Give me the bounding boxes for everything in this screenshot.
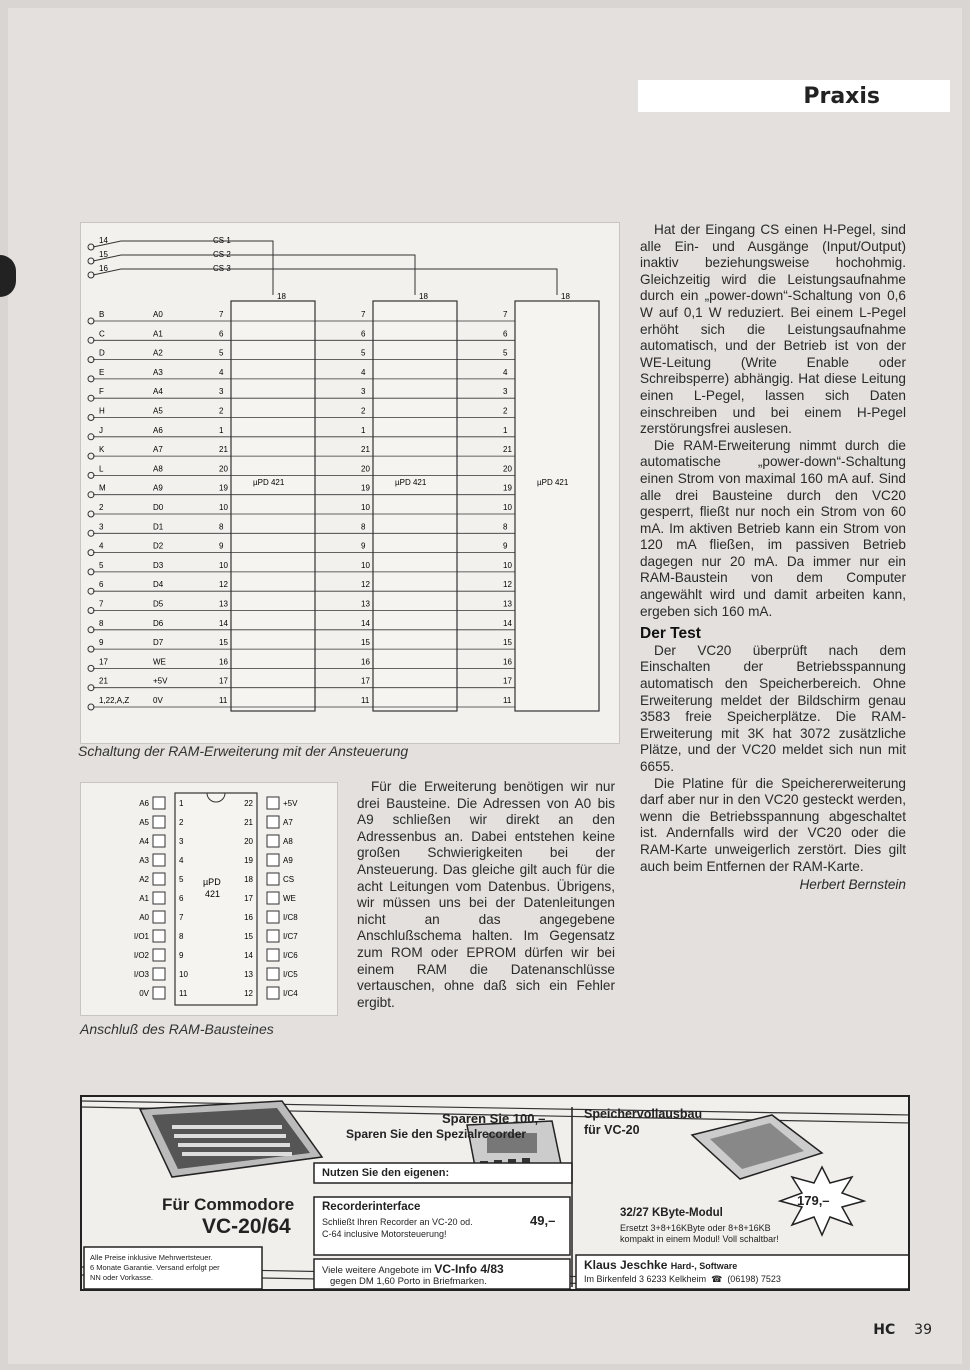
page-footer	[873, 1322, 932, 1338]
right-pin-number: 14	[244, 951, 253, 960]
circuit-schematic	[81, 223, 619, 743]
ad-modul-title: 32/27 KByte-Modul	[620, 1207, 723, 1219]
left-pin-label: A0	[139, 913, 149, 922]
pin-box	[267, 816, 279, 828]
chip-label: µPD 421	[253, 478, 285, 487]
signal-label: D6	[153, 618, 164, 628]
input-label: 8	[99, 618, 104, 628]
ad-address: Im Birkenfeld 3 6233 Kelkheim	[584, 1274, 707, 1284]
pin-number: 1	[219, 425, 224, 435]
pin-number: 21	[361, 445, 370, 455]
pin-number: 15	[361, 638, 370, 648]
ad-commodore-title: Für Commodore	[162, 1195, 295, 1214]
ad-speicher-1: Speichervollausbau	[584, 1107, 703, 1121]
pin-number: 19	[219, 483, 228, 493]
pin-number: 14	[219, 618, 228, 628]
ad-info-line	[322, 1262, 504, 1276]
pin-number: 10	[361, 503, 370, 512]
pin-number: 6	[219, 329, 224, 339]
input-label: C	[99, 329, 105, 339]
pin-box	[153, 816, 165, 828]
pin-number: 14	[361, 618, 370, 628]
signal-label: D0	[153, 503, 164, 512]
signal-label: D3	[153, 560, 164, 570]
pin18-label: 18	[561, 292, 570, 301]
input-label: 21	[99, 676, 108, 686]
pin-number: 13	[503, 599, 512, 609]
pinout-figure	[80, 782, 338, 1016]
middle-column	[357, 779, 615, 1011]
pin-number: 8	[361, 522, 366, 532]
pin-number: 19	[361, 483, 370, 493]
pin-box	[267, 911, 279, 923]
pin-number: 11	[219, 696, 228, 705]
input-label: M	[99, 483, 106, 493]
ad-phone: (06198) 7523	[727, 1274, 781, 1284]
pin-box	[153, 873, 165, 885]
circuit-caption: Schaltung der RAM-Erweiterung mit der Ansteuerung	[78, 743, 409, 759]
signal-label: A9	[153, 483, 163, 493]
pin-number: 13	[361, 599, 370, 609]
left-pin-number: 11	[179, 989, 188, 998]
input-label: 9	[99, 638, 104, 648]
input-label: 5	[99, 560, 104, 570]
left-pin-number: 1	[179, 799, 184, 808]
pin-number: 3	[219, 387, 224, 397]
signal-label: D7	[153, 638, 164, 648]
pin-number: 5	[503, 348, 508, 358]
pin-number: 2	[503, 406, 508, 416]
pin-number: 21	[219, 445, 228, 455]
pin-number: 7	[361, 310, 366, 319]
computer-illustration	[140, 1101, 322, 1177]
input-label: J	[99, 425, 103, 435]
right-pin-number: 22	[244, 799, 253, 808]
pin-number: 9	[219, 541, 224, 551]
right-pin-number: 17	[244, 894, 253, 903]
pin-number: 13	[219, 599, 228, 609]
input-label: 2	[99, 503, 104, 512]
chip-label: µPD 421	[537, 478, 569, 487]
section-header	[638, 80, 950, 112]
magazine-name: HC	[873, 1322, 896, 1338]
signal-label: A2	[153, 348, 163, 358]
ad-use-own: Nutzen Sie den eigenen:	[322, 1167, 450, 1179]
cs-wire	[93, 269, 557, 295]
cs-wire	[93, 255, 415, 295]
pin-box	[267, 949, 279, 961]
pin-number: 10	[361, 560, 370, 570]
left-pin-label: A4	[139, 837, 149, 846]
pin-box	[153, 949, 165, 961]
signal-label: WE	[153, 657, 166, 667]
left-pin-number: 2	[179, 818, 184, 827]
signal-label: A6	[153, 425, 163, 435]
right-pin-label: I/C4	[283, 989, 298, 998]
right-pin-number: 12	[244, 989, 253, 998]
right-pin-label: I/C7	[283, 932, 298, 941]
pin-number: 11	[503, 696, 512, 705]
pin-number: 8	[219, 522, 224, 532]
pinout-caption: Anschluß des RAM-Bausteines	[80, 1021, 274, 1037]
input-label: H	[99, 406, 105, 416]
input-label: L	[99, 464, 104, 474]
right-pin-label: CS	[283, 875, 295, 884]
right-pin-label: A8	[283, 837, 293, 846]
pin-number: 15	[219, 638, 228, 648]
pin-number: 7	[503, 310, 508, 319]
ad-info-2: gegen DM 1,60 Porto in Briefmarken.	[330, 1276, 487, 1287]
input-label: 6	[99, 580, 104, 590]
ad-address-line	[584, 1274, 781, 1285]
page-number: 39	[914, 1322, 932, 1338]
left-pin-label: A2	[139, 875, 149, 884]
left-pin-number: 3	[179, 837, 184, 846]
pin-box	[267, 930, 279, 942]
left-pin-label: 0V	[139, 989, 149, 998]
ad-fine-2: 6 Monate Garantie. Versand erfolgt per	[90, 1263, 220, 1272]
pin-number: 9	[503, 541, 508, 551]
signal-label: A7	[153, 445, 163, 455]
cs-wire	[93, 241, 273, 295]
input-label: 1,22,A,Z	[99, 696, 130, 705]
pin-number: 5	[219, 348, 224, 358]
pin-number: 10	[503, 503, 512, 512]
signal-label: A8	[153, 464, 163, 474]
left-pin-label: I/O2	[133, 951, 149, 960]
pin-number: 10	[219, 503, 228, 512]
pin-box	[267, 854, 279, 866]
pin-number: 12	[219, 580, 228, 590]
cs-label: CS 2	[213, 250, 231, 259]
left-pin-number: 7	[179, 913, 184, 922]
right-pin-number: 18	[244, 875, 253, 884]
right-pin-label: I/C8	[283, 913, 298, 922]
ad-recorder-price: 49,–	[530, 1213, 556, 1228]
input-label: B	[99, 310, 105, 319]
pin-number: 17	[503, 676, 512, 686]
advertisement	[80, 1095, 910, 1291]
right-pin-label: A9	[283, 856, 293, 865]
pin-box	[153, 987, 165, 999]
pin-box	[153, 797, 165, 809]
pin-number: 16	[503, 657, 512, 667]
phone-icon: ☎	[708, 1274, 725, 1284]
input-label: E	[99, 367, 105, 377]
signal-label: D5	[153, 599, 164, 609]
pin-box	[153, 930, 165, 942]
input-label: 4	[99, 541, 104, 551]
pin-number: 4	[219, 367, 224, 377]
right-pin-number: 19	[244, 856, 253, 865]
pin-number: 16	[361, 657, 370, 667]
left-pin-label: A5	[139, 818, 149, 827]
right-pin-number: 21	[244, 818, 253, 827]
ad-info-1: Viele weitere Angebote im	[322, 1265, 432, 1276]
left-pin-number: 10	[179, 970, 188, 979]
left-pin-label: I/O3	[133, 970, 149, 979]
right-pin-label: +5V	[283, 799, 298, 808]
pin-number: 20	[361, 464, 370, 474]
chip-label: µPD 421	[395, 478, 427, 487]
pin18-label: 18	[277, 292, 286, 301]
left-pin-number: 5	[179, 875, 184, 884]
pin-number: 1	[503, 425, 508, 435]
left-pin-number: 8	[179, 932, 184, 941]
pin-box	[267, 873, 279, 885]
pin-number: 6	[503, 329, 508, 339]
pin-number: 2	[361, 406, 366, 416]
author-name: Herbert Bernstein	[799, 877, 906, 893]
right-pin-number: 20	[244, 837, 253, 846]
left-pin-number: 9	[179, 951, 184, 960]
ad-save-100: Sparen Sie 100,–	[442, 1111, 546, 1126]
input-label: 17	[99, 657, 108, 667]
right-pin-number: 16	[244, 913, 253, 922]
pin-number: 4	[361, 367, 366, 377]
pin-number: 9	[361, 541, 366, 551]
signal-label: A3	[153, 367, 163, 377]
input-label: 3	[99, 522, 104, 532]
right-column	[640, 222, 906, 894]
pin-number: 17	[361, 676, 370, 686]
pin-number: 8	[503, 522, 508, 532]
ad-model: VC-20/64	[202, 1215, 291, 1238]
right-pin-number: 15	[244, 932, 253, 941]
left-pin-label: A3	[139, 856, 149, 865]
pin-box	[267, 835, 279, 847]
pin-number: 21	[503, 445, 512, 455]
ad-recorder-title: Recorderinterface	[322, 1201, 421, 1213]
input-label: D	[99, 348, 105, 358]
paragraph-power: Die RAM-Erweiterung nimmt durch die automatische „power-down“-Schaltung einen Strom von maximal 160 mA auf. Sind alle drei Bausteine durch den VC20 gesperrt, fließt nur noch ein Strom von 60 mA. Im aktiven Betrieb kann ein Strom von 120 mA fließen, im passiven Betrieb dagegen nur 20 mA. Da immer nur ein RAM-Baustein von dem Computer angewählt wird und damit arbeiten kann, ergeben sich 160 mA.	[640, 437, 906, 619]
pin-number: 2	[219, 406, 224, 416]
middle-paragraph: Für die Erweiterung benötigen wir nur drei Bausteine. Die Adressen von A0 bis A9 schließen wir direkt an den Adressenbus an. Dabei entstehen keine großen Schwierigkeiten bei der Ansteuerung. Das gleiche gilt auch für die acht Leitungen vom Datenbus. Übrigens, wir müssen uns bei der Datenleitungen nicht an das angegebene Anschlußschema halten. Im Gegensatz zum ROM oder EPROM dürfen wir bei einem RAM die Datenanschlüsse vertauschen, ohne daß sich ein Fehler ergibt.	[357, 779, 615, 1010]
input-label: 15	[99, 250, 108, 259]
pin-number: 15	[503, 638, 512, 648]
pin-box	[267, 797, 279, 809]
pin-box	[153, 835, 165, 847]
right-pin-number: 13	[244, 970, 253, 979]
pin-number: 6	[361, 329, 366, 339]
ad-company-line	[584, 1258, 737, 1272]
signal-label: A4	[153, 387, 163, 397]
pin-number: 17	[219, 676, 228, 686]
signal-label: A5	[153, 406, 163, 416]
input-label: 16	[99, 264, 108, 273]
right-pin-label: I/C6	[283, 951, 298, 960]
pin-number: 3	[361, 387, 366, 397]
ad-speicher-2: für VC-20	[584, 1123, 640, 1137]
pin-box	[153, 911, 165, 923]
pin-box	[267, 892, 279, 904]
pin-number: 12	[503, 580, 512, 590]
pin-number: 11	[361, 696, 370, 705]
pin-number: 10	[219, 560, 228, 570]
module-illustration	[692, 1115, 822, 1179]
pin-number: 4	[503, 367, 508, 377]
pin-number: 10	[503, 560, 512, 570]
signal-label: A1	[153, 329, 163, 339]
ad-modul-text-1: Ersetzt 3+8+16KByte oder 8+8+16KB	[620, 1223, 771, 1233]
circuit-figure	[80, 222, 620, 744]
section-title: Praxis	[803, 84, 880, 109]
cs-label: CS 1	[213, 236, 231, 245]
signal-label: A0	[153, 310, 163, 319]
signal-label: D1	[153, 522, 164, 532]
ad-company: Klaus Jeschke	[584, 1258, 668, 1272]
chip-pinout	[81, 783, 337, 1015]
left-pin-number: 6	[179, 894, 184, 903]
pin-number: 16	[219, 657, 228, 667]
cs-label: CS 3	[213, 264, 231, 273]
right-pin-label: I/C5	[283, 970, 298, 979]
pin18-label: 18	[419, 292, 428, 301]
pin-box	[267, 968, 279, 980]
pin-box	[153, 854, 165, 866]
pin-number: 14	[503, 618, 512, 628]
right-pin-label: A7	[283, 818, 293, 827]
ad-info-bold: VC-Info 4/83	[434, 1262, 504, 1276]
paragraph-warning: Die Platine für die Speichererweiterung darf aber nur in den VC20 gesteckt werden, wenn die Betriebsspannung abgeschaltet ist. Andernfalls wird der VC20 oder die RAM-Karte unweigerlich zerstört. Dies gilt auch beim Entfernen der RAM-Karte.	[640, 775, 906, 874]
ad-recorder-text-2: C-64 inclusive Motorsteuerung!	[322, 1229, 447, 1239]
ad-recorder-text-1: Schließt Ihren Recorder an VC-20 od.	[322, 1217, 473, 1227]
pin-number: 19	[503, 483, 512, 493]
pin-number: 3	[503, 387, 508, 397]
left-pin-label: A6	[139, 799, 149, 808]
input-label: 14	[99, 236, 108, 245]
chip-label-bottom: 421	[205, 889, 221, 899]
left-pin-label: I/O1	[133, 932, 149, 941]
pin-number: 7	[219, 310, 224, 319]
pin-number: 20	[219, 464, 228, 474]
ad-company-sub: Hard-, Software	[670, 1261, 738, 1271]
signal-label: 0V	[153, 696, 163, 705]
paragraph-test: Der VC20 überprüft nach dem Einschalten der Betriebsspannung automatisch den Speicherbereich. Ohne Erweiterung meldet der Bildschirm genau 3583 freie Speicherplätze. Die RAM-Erweiterung mit 3K hat 3072 zusätzliche Plätze, und der VC20 meldet sich nun mit 6655.	[640, 642, 906, 774]
ad-modul-price: 179,–	[797, 1193, 830, 1208]
pin-box	[267, 987, 279, 999]
left-pin-number: 4	[179, 856, 184, 865]
ad-modul-text-2: kompakt in einem Modul! Voll schaltbar!	[620, 1234, 779, 1244]
ad-fine-3: NN oder Vorkasse.	[90, 1273, 153, 1282]
chip-3	[515, 301, 599, 711]
pin-number: 5	[361, 348, 366, 358]
input-label: 7	[99, 599, 104, 609]
pin-box	[153, 968, 165, 980]
chip-label-top: µPD	[203, 877, 221, 887]
input-label: K	[99, 445, 105, 455]
pin-box	[153, 892, 165, 904]
right-pin-label: WE	[283, 894, 296, 903]
paragraph-cs: Hat der Eingang CS einen H-Pegel, sind alle Ein- und Ausgänge (Input/Output) inaktiv beziehungsweise hochohmig. Gleichzeitig wird die Leistungsaufnahme durch ein „power-down“-Schaltung von 0,6 W auf 0,1 W reduziert. Bei einem L-Pegel erhöht sich die Leistungsaufnahme automatisch, und der Betrieb ist von der WE-Leitung (Write Enable oder Schreibsperre) abhängig. Hat diese Leitung einen L-Pegel, lassen sich Daten einschreiben und bei einem H-Pegel zerstörungsfrei auslesen.	[640, 222, 906, 437]
input-label: F	[99, 387, 104, 397]
left-pin-label: A1	[139, 894, 149, 903]
ad-fine-1: Alle Preise inklusive Mehrwertsteuer.	[90, 1253, 213, 1262]
signal-label: D4	[153, 580, 164, 590]
section-heading: Der Test	[640, 625, 701, 643]
ad-save-recorder: Sparen Sie den Spezialrecorder	[346, 1127, 527, 1141]
pin-number: 20	[503, 464, 512, 474]
pin-number: 12	[361, 580, 370, 590]
signal-label: D2	[153, 541, 164, 551]
pin-number: 1	[361, 425, 366, 435]
signal-label: +5V	[153, 676, 168, 686]
